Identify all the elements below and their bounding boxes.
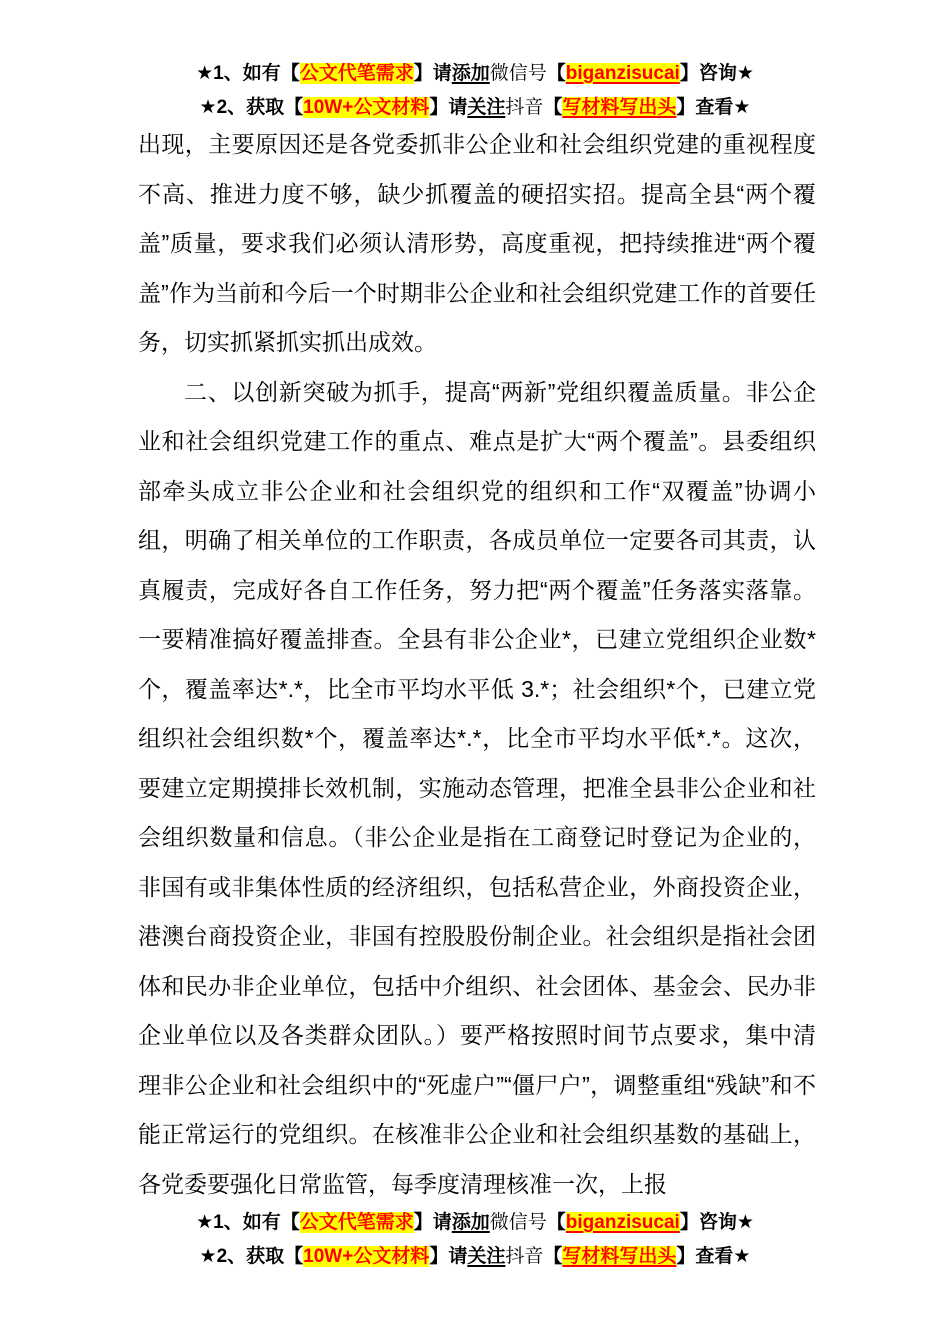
ad2-douyin-label: 抖音: [505, 97, 544, 118]
ad1-bracket-please: 】请: [413, 1212, 452, 1233]
ad2-douyin-id-highlight: 写材料写出头: [562, 1246, 677, 1267]
ad1-bracket-please: 】请: [413, 63, 452, 84]
ad1-suffix: 】咨询★: [679, 1212, 754, 1233]
ad2-bracket-please: 】请: [429, 97, 468, 118]
footer-ad: [0, 1206, 950, 1274]
footer-ad-line-1: [0, 1206, 950, 1240]
ad2-follow-underlined: 关注: [467, 97, 506, 118]
ad1-bracket-open: 【: [546, 1212, 566, 1233]
header-ad: [0, 57, 950, 125]
ad1-service-highlight: 公文代笔需求: [299, 63, 414, 84]
ad1-add-underlined: 添加: [451, 63, 490, 84]
document-body: [138, 120, 816, 1209]
ad2-bracket-open: 【: [543, 1246, 563, 1267]
ad2-material-highlight: 10W+公文材料: [303, 1246, 430, 1267]
ad2-prefix: ★2、获取【: [199, 1246, 304, 1267]
ad2-douyin-id-highlight: 写材料写出头: [562, 97, 677, 118]
ad1-wechat-id-highlight: biganzisucai: [565, 1212, 680, 1233]
ad1-prefix: ★1、如有【: [196, 1212, 300, 1233]
ad1-prefix: ★1、如有【: [196, 63, 300, 84]
paragraph-continuation: 出现，主要原因还是各党委抓非公企业和社会组织党建的重视程度不高、推进力度不够，缺少抓覆盖的硬招实招。提高全县“两个覆盖”质量，要求我们必须认清形势，高度重视，把持续推进“两个覆盖”作为当前和今后一个时期非公企业和社会组织党建工作的首要任务，切实抓紧抓实抓出成效。: [138, 131, 816, 355]
ad1-wechat-label: 微信号: [489, 1212, 547, 1233]
ad2-bracket-please: 】请: [429, 1246, 468, 1267]
paragraph-section-2: 二、以创新突破为抓手，提高“两新”党组织覆盖质量。非公企业和社会组织党建工作的重点、难点是扩大“两个覆盖”。县委组织部牵头成立非公企业和社会组织党的组织和工作“双覆盖”协调小组，明确了相关单位的工作职责，各成员单位一定要各司其责，认真履责，完成好各自工作任务，努力把“两个覆盖”任务落实落靠。一要精准搞好覆盖排查。全县有非公企业*，已建立党组织企业数*个，覆盖率达*.*，比全市平均水平低 3.*；社会组织*个，已建立党组织社会组织数*个，覆盖率达*.*，比全市平均水平低*.*。这次，要建立定期摸排长效机制，实施动态管理，把准全县非公企业和社会组织数量和信息。（非公企业是指在工商登记时登记为企业的，非国有或非集体性质的经济组织，包括私营企业，外商投资企业，港澳台商投资企业，非国有控股股份制企业。社会组织是指社会团体和民办非企业单位，包括中介组织、社会团体、基金会、民办非企业单位以及各类群众团队。）要严格按照时间节点要求，集中清理非公企业和社会组织中的“死虚户”“僵尸户”，调整重组“残缺”和不能正常运行的党组织。在核准非公企业和社会组织基数的基础上，各党委要强化日常监管，每季度清理核准一次，上报: [138, 378, 816, 1197]
ad2-suffix: 】查看★: [676, 97, 751, 118]
ad1-service-highlight: 公文代笔需求: [299, 1212, 414, 1233]
ad1-bracket-open: 【: [546, 63, 566, 84]
ad1-suffix: 】咨询★: [679, 63, 754, 84]
ad2-bracket-open: 【: [543, 97, 563, 118]
ad1-wechat-label: 微信号: [489, 63, 547, 84]
ad2-prefix: ★2、获取【: [199, 97, 304, 118]
footer-ad-line-2: [0, 1240, 950, 1274]
ad1-add-underlined: 添加: [451, 1212, 490, 1233]
ad1-wechat-id-highlight: biganzisucai: [565, 63, 680, 84]
ad2-material-highlight: 10W+公文材料: [303, 97, 430, 118]
ad2-suffix: 】查看★: [676, 1246, 751, 1267]
header-ad-line-1: [0, 57, 950, 91]
ad2-follow-underlined: 关注: [467, 1246, 506, 1267]
ad2-douyin-label: 抖音: [505, 1246, 544, 1267]
